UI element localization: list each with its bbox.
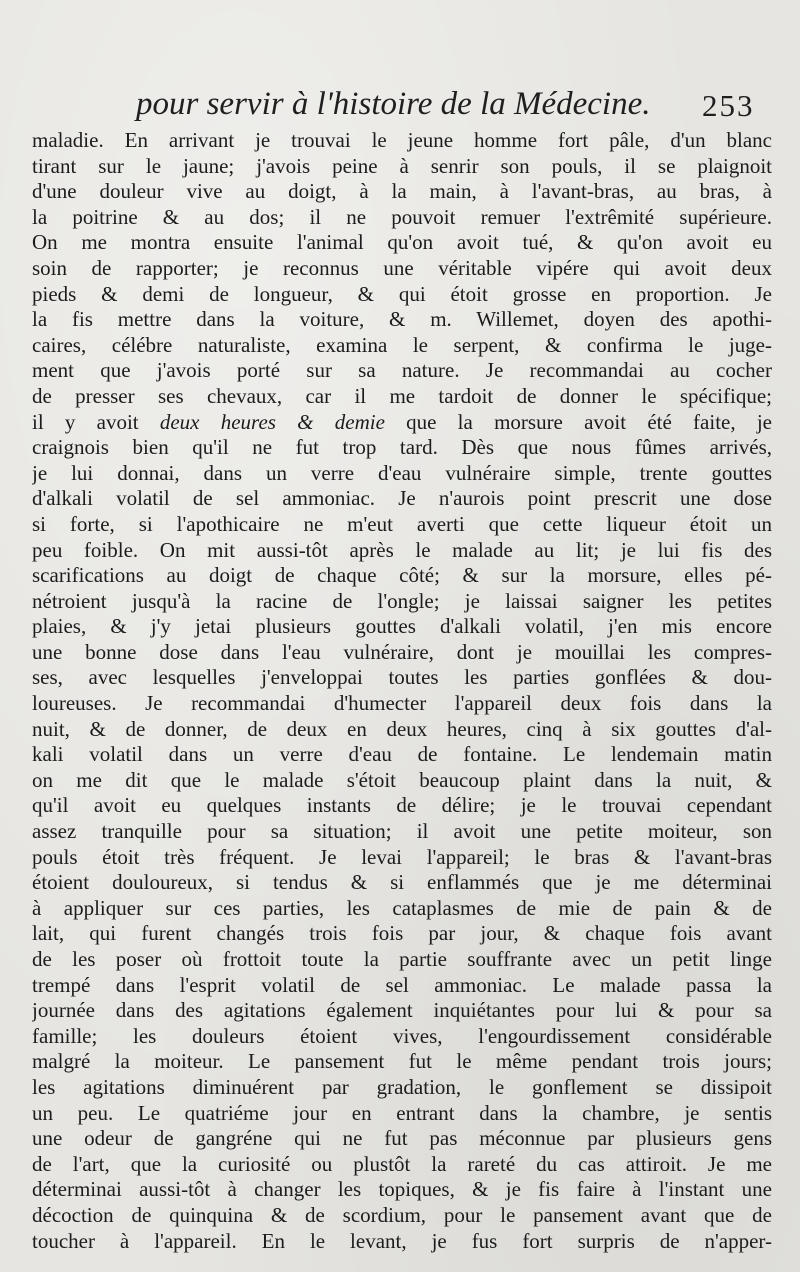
text-line: nétroient jusqu'à la racine de l'ongle; je laissai saigner les petites (32, 588, 772, 613)
running-title: pour servir à l'histoire de la Médecine. (136, 86, 651, 122)
text-line: famille; les douleurs étoient vives, l'engourdissement considérable (32, 1023, 772, 1048)
text-line: pouls étoit très fréquent. Je levai l'appareil; le bras & l'avant-bras (32, 844, 772, 869)
text-line: de l'art, que la curiosité ou plustôt la rareté du cas attiroit. Je me (32, 1151, 772, 1176)
text-line: on me dit que le malade s'étoit beaucoup plaint dans la nuit, & (32, 767, 772, 792)
text-line: un peu. Le quatriéme jour en entrant dans la chambre, je sentis (32, 1100, 772, 1125)
text-line: il y avoit deux heures & demie que la morsure avoit été faite, je (32, 409, 772, 434)
text-line: soin de rapporter; je reconnus une véritable vipére qui avoit deux (32, 255, 772, 280)
text-line: pieds & demi de longueur, & qui étoit grosse en proportion. Je (32, 281, 772, 306)
text-line: une bonne dose dans l'eau vulnéraire, dont je mouillai les compres- (32, 639, 772, 664)
text-line: peu foible. On mit aussi-tôt après le malade au lit; je lui fis des (32, 537, 772, 562)
text-line: ment que j'avois porté sur sa nature. Je recommandai au cocher (32, 358, 772, 383)
text-line: toucher à l'appareil. En le levant, je fus fort surpris de n'apper- (32, 1228, 772, 1253)
page-number: 253 (702, 88, 755, 123)
text-line: d'alkali volatil de sel ammoniac. Je n'aurois point prescrit une dose (32, 486, 772, 511)
text-line: scarifications au doigt de chaque côté; & sur la morsure, elles pé- (32, 563, 772, 588)
text-line: les agitations diminuérent par gradation, le gonflement se dissipoit (32, 1074, 772, 1099)
text-line: assez tranquille pour sa situation; il avoit une petite moiteur, son (32, 819, 772, 844)
text-line: d'une douleur vive au doigt, à la main, à l'avant-bras, au bras, à (32, 179, 772, 204)
text-line: qu'il avoit eu quelques instants de délire; je le trouvai cependant (32, 793, 772, 818)
text-line: nuit, & de donner, de deux en deux heures, cinq à six gouttes d'al- (32, 716, 772, 741)
text-line: tirant sur le jaune; j'avois peine à senrir son pouls, il se plaignoit (32, 153, 772, 178)
text-line: une odeur de gangréne qui ne fut pas méconnue par plusieurs gens (32, 1126, 772, 1151)
text-line: la poitrine & au dos; il ne pouvoit remuer l'extrêmité supérieure. (32, 204, 772, 229)
text-line: de presser ses chevaux, car il me tardoit de donner le spécifique; (32, 383, 772, 408)
text-line: craignois bien qu'il ne fut trop tard. Dès que nous fûmes arrivés, (32, 435, 772, 460)
text-line: je lui donnai, dans un verre d'eau vulnéraire simple, trente gouttes (32, 460, 772, 485)
text-line: si forte, si l'apothicaire ne m'eut averti que cette liqueur étoit un (32, 511, 772, 536)
text-line: caires, célébre naturaliste, examina le serpent, & confirma le juge- (32, 332, 772, 357)
text-line: de les poser où frottoit toute la partie souffrante avec un petit linge (32, 947, 772, 971)
text-line: étoient douloureux, si tendus & si enflammés que je me déterminai (32, 870, 772, 895)
text-line: kali volatil dans un verre d'eau de fontaine. Le lendemain matin (32, 742, 772, 767)
text-line: On me montra ensuite l'animal qu'on avoit tué, & qu'on avoit eu (32, 230, 772, 255)
text-line: déterminai aussi-tôt à changer les topiques, & je fis faire à l'instant une (32, 1177, 772, 1202)
text-line: journée dans des agitations également inquiétantes pour lui & pour sa (32, 998, 772, 1023)
body-text (32, 128, 772, 1254)
text-line: lait, qui furent changés trois fois par jour, & chaque fois avant (32, 921, 772, 946)
text-line: maladie. En arrivant je trouvai le jeune homme fort pâle, d'un blanc (32, 128, 772, 152)
page-header (0, 84, 800, 134)
text-line: plaies, & j'y jetai plusieurs gouttes d'alkali volatil, j'en mis encore (32, 614, 772, 639)
text-line: la fis mettre dans la voiture, & m. Willemet, doyen des apothi- (32, 307, 772, 332)
text-line: décoction de quinquina & de scordium, pour le pansement avant que de (32, 1202, 772, 1227)
text-line: à appliquer sur ces parties, les cataplasmes de mie de pain & de (32, 895, 772, 920)
text-line: loureuses. Je recommandai d'humecter l'appareil deux fois dans la (32, 691, 772, 716)
text-line: ses, avec lesquelles j'enveloppai toutes les parties gonflées & dou- (32, 665, 772, 690)
text-line: malgré la moiteur. Le pansement fut le même pendant trois jours; (32, 1049, 772, 1074)
text-line: trempé dans l'esprit volatil de sel ammoniac. Le malade passa la (32, 972, 772, 997)
